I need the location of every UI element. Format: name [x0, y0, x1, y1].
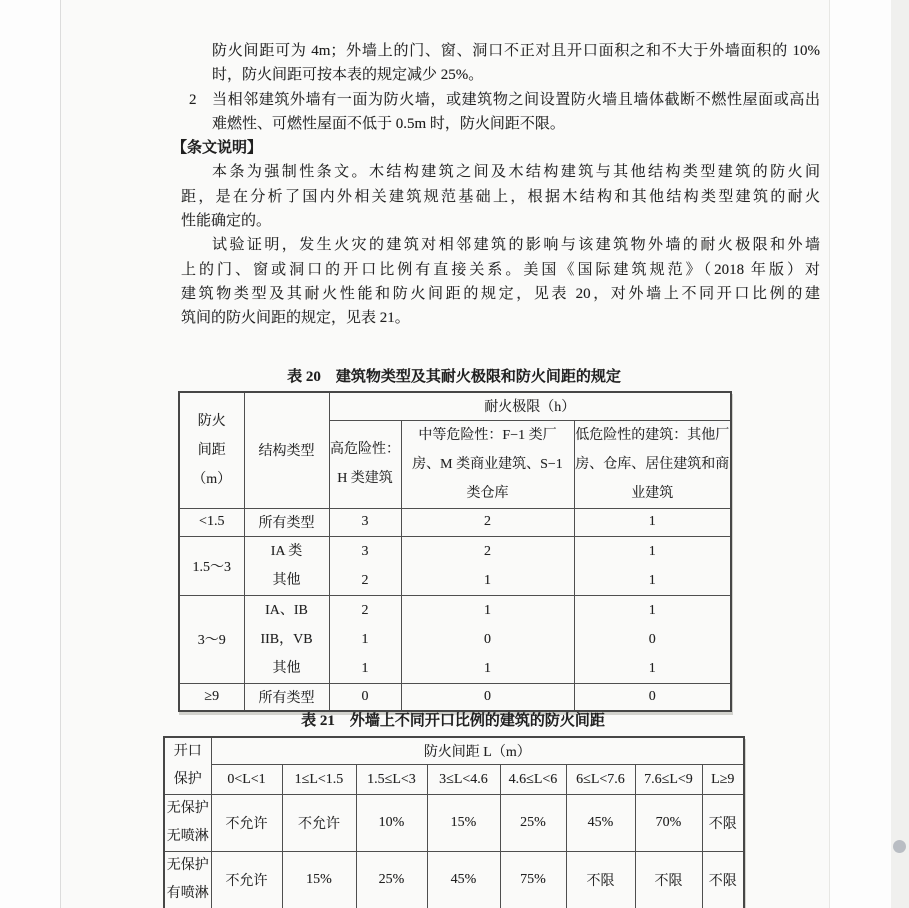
cell-line: 房、M 类商业建筑、S−1	[412, 456, 563, 472]
table20	[178, 391, 732, 712]
text-line	[181, 185, 820, 209]
table20-value-cell: 1	[574, 508, 731, 536]
table21-range-cell: 7.6≤L<9	[635, 765, 702, 795]
text-line-content: 【条文说明】	[172, 140, 263, 157]
cell-line: 类仓库	[466, 485, 509, 501]
table20-title: 表 20 建筑物类型及其耐火极限和防火间距的规定	[287, 369, 621, 385]
table20-value-cell: 0	[329, 683, 401, 711]
table21-range-cell: 1≤L<1.5	[282, 765, 356, 795]
table20-value-cell: 3	[329, 508, 401, 536]
table21-value-cell: 25%	[500, 795, 566, 852]
table20-type-cell: 所有类型	[244, 683, 329, 711]
text-line-content: 当相邻建筑外墙有一面为防火墙，或建筑物之间设置防火墙且墙体截断不燃性屋面或高出	[212, 91, 820, 108]
table21	[163, 736, 745, 908]
table21-range-cell: 6≤L<7.6	[566, 765, 635, 795]
cell-line: 业建筑	[631, 485, 674, 501]
table20-distance-cell: 3～9	[179, 595, 244, 683]
cell-line: 0	[648, 631, 656, 647]
table21-range-cell: 0<L<1	[211, 765, 282, 795]
text-line	[181, 233, 820, 257]
text-line-content: 本条为强制性条文。木结构建筑之间及木结构建筑与其他结构类型建筑的防火间	[212, 164, 820, 181]
table20-value-cell	[329, 536, 401, 595]
table20-value-cell	[329, 595, 401, 683]
table21-value-cell: 45%	[427, 852, 500, 908]
cell-line: IA 类	[270, 543, 303, 559]
text-line	[181, 160, 820, 184]
table21-range-cell: 1.5≤L<3	[356, 765, 427, 795]
table21-value-cell: 不限	[566, 852, 635, 908]
table20-group-row	[179, 536, 731, 595]
text-line	[181, 63, 820, 87]
table21-range-cell: L≥9	[702, 765, 744, 795]
cell-line: 防火	[197, 413, 226, 429]
table21-value-cell: 15%	[282, 852, 356, 908]
text-line	[181, 209, 820, 233]
table21-corner-cell	[164, 737, 211, 795]
cell-line: 其他	[272, 660, 301, 676]
table21-value-cell: 25%	[356, 852, 427, 908]
cell-line: 2	[484, 543, 491, 559]
text-line-content: 筑间的防火间距的规定，见表 21。	[181, 310, 410, 327]
table20-distance-cell: <1.5	[179, 508, 244, 536]
table21-protection-cell	[164, 852, 211, 908]
text-line-content: 性能确定的。	[181, 213, 272, 230]
table20-value-cell: 0	[574, 683, 731, 711]
table21-range-cell: 4.6≤L<6	[500, 765, 566, 795]
table21-value-cell: 不限	[702, 852, 744, 908]
table20-group-row	[179, 683, 731, 711]
text-line	[181, 112, 820, 136]
table20-type-cell	[244, 595, 329, 683]
table20-group-row	[179, 508, 731, 536]
cell-line: IIB，VB	[260, 631, 313, 647]
table20-value-cell	[574, 595, 731, 683]
text-line	[181, 258, 820, 282]
scrollbar-track[interactable]	[891, 0, 909, 908]
text-line-content: 时，防火间距可按本表的规定减少 25%。	[212, 67, 484, 84]
body-text	[172, 39, 820, 331]
cell-line: 开口	[173, 744, 202, 759]
table20-header-row-1	[179, 392, 731, 420]
cell-line: 1	[361, 631, 369, 647]
cell-line: 有喷淋	[166, 886, 209, 901]
cell-line: （m）	[192, 471, 232, 487]
cell-line: 保护	[173, 772, 202, 787]
table20-group-row	[179, 595, 731, 683]
cell-line: 1	[648, 572, 656, 588]
cell-line: 无喷淋	[166, 829, 209, 844]
table20-header-col	[401, 420, 574, 508]
table21-title: 表 21 外墙上不同开口比例的建筑的防火间距	[301, 713, 605, 729]
table20-type-cell	[244, 536, 329, 595]
cell-line: 1	[361, 660, 369, 676]
cell-line: 无保护	[166, 858, 209, 873]
text-line-content: 难燃性、可燃性屋面不低于 0.5m 时，防火间距不限。	[212, 115, 565, 132]
cell-line: H 类建筑	[337, 471, 393, 486]
table21-value-cell: 不允许	[211, 852, 282, 908]
cell-line: 中等危险性：F−1 类厂	[418, 427, 557, 443]
cell-line: 1	[648, 660, 656, 676]
cell-line: 2	[361, 602, 369, 618]
table20-header-distance	[179, 392, 244, 508]
table20-value-cell	[574, 536, 731, 595]
table21-value-cell: 45%	[566, 795, 635, 852]
cell-line: 间距	[197, 442, 226, 458]
cell-line: 1	[648, 602, 656, 618]
table21-value-cell: 10%	[356, 795, 427, 852]
cell-line: 0	[484, 631, 491, 647]
table21-value-cell: 不允许	[211, 795, 282, 852]
cell-line: 无保护	[166, 801, 209, 816]
table21-distance-header-cell: 防火间距 L（m）	[211, 737, 744, 765]
table20-value-cell	[401, 536, 574, 595]
cell-line: 其他	[272, 572, 301, 588]
table20-distance-cell: ≥9	[179, 683, 244, 711]
table21-data-row	[164, 795, 744, 852]
section-heading	[172, 136, 820, 160]
cell-line: 1	[648, 543, 656, 559]
text-line	[181, 282, 820, 306]
table21-data-row	[164, 852, 744, 908]
table21-value-cell: 75%	[500, 852, 566, 908]
text-line	[181, 306, 820, 330]
cell-line: IA、IB	[265, 602, 308, 618]
table20-header-fire-limit: 耐火极限（h）	[329, 392, 731, 420]
table21-value-cell: 不限	[635, 852, 702, 908]
cell-line: 2	[361, 572, 369, 588]
table20-header-col	[329, 420, 401, 508]
cell-line: 低危险性的建筑：其他厂	[575, 427, 730, 443]
table21-value-cell: 不限	[702, 795, 744, 852]
cell-line: 1	[484, 572, 491, 588]
table21-value-cell: 70%	[635, 795, 702, 852]
list-marker: 2	[189, 91, 197, 108]
text-line-content: 距，是在分析了国内外相关建筑规范基础上，根据木结构和其他结构类型建筑的耐火	[181, 188, 820, 205]
table21-range-cell: 3≤L<4.6	[427, 765, 500, 795]
table20-header-structure: 结构类型	[244, 392, 329, 508]
table20-value-cell: 0	[401, 683, 574, 711]
cell-line: 高危险性：	[330, 442, 400, 457]
table21-header-row-2	[164, 765, 744, 795]
table20-value-cell: 2	[401, 508, 574, 536]
text-line-content: 建筑物类型及其耐火性能和防火间距的规定，见表 20，对外墙上不同开口比例的建	[181, 285, 820, 302]
table20-type-cell: 所有类型	[244, 508, 329, 536]
table21-value-cell: 不允许	[282, 795, 356, 852]
cell-line: 房、仓库、居住建筑和商	[575, 456, 730, 472]
text-line-content: 防火间距可为 4m；外墙上的门、窗、洞口不正对且开口面积之和不大于外墙面积的 10%	[212, 43, 820, 59]
cell-line: 1	[484, 660, 491, 676]
table20-distance-cell: 1.5～3	[179, 536, 244, 595]
table21-protection-cell	[164, 795, 211, 852]
text-line-content: 试验证明，发生火灾的建筑对相邻建筑的影响与该建筑物外墙的耐火极限和外墙	[212, 237, 820, 254]
table21-header-row-1	[164, 737, 744, 765]
scrollbar-thumb[interactable]	[893, 840, 906, 853]
table21-value-cell: 15%	[427, 795, 500, 852]
text-line	[181, 39, 820, 63]
text-line-content: 上的门、窗或洞口的开口比例有直接关系。美国《国际建筑规范》（2018 年版）对	[181, 261, 820, 278]
text-line	[181, 88, 820, 112]
cell-line: 1	[484, 602, 491, 618]
table20-value-cell	[401, 595, 574, 683]
table20-header-col	[574, 420, 731, 508]
cell-line: 3	[361, 543, 369, 559]
